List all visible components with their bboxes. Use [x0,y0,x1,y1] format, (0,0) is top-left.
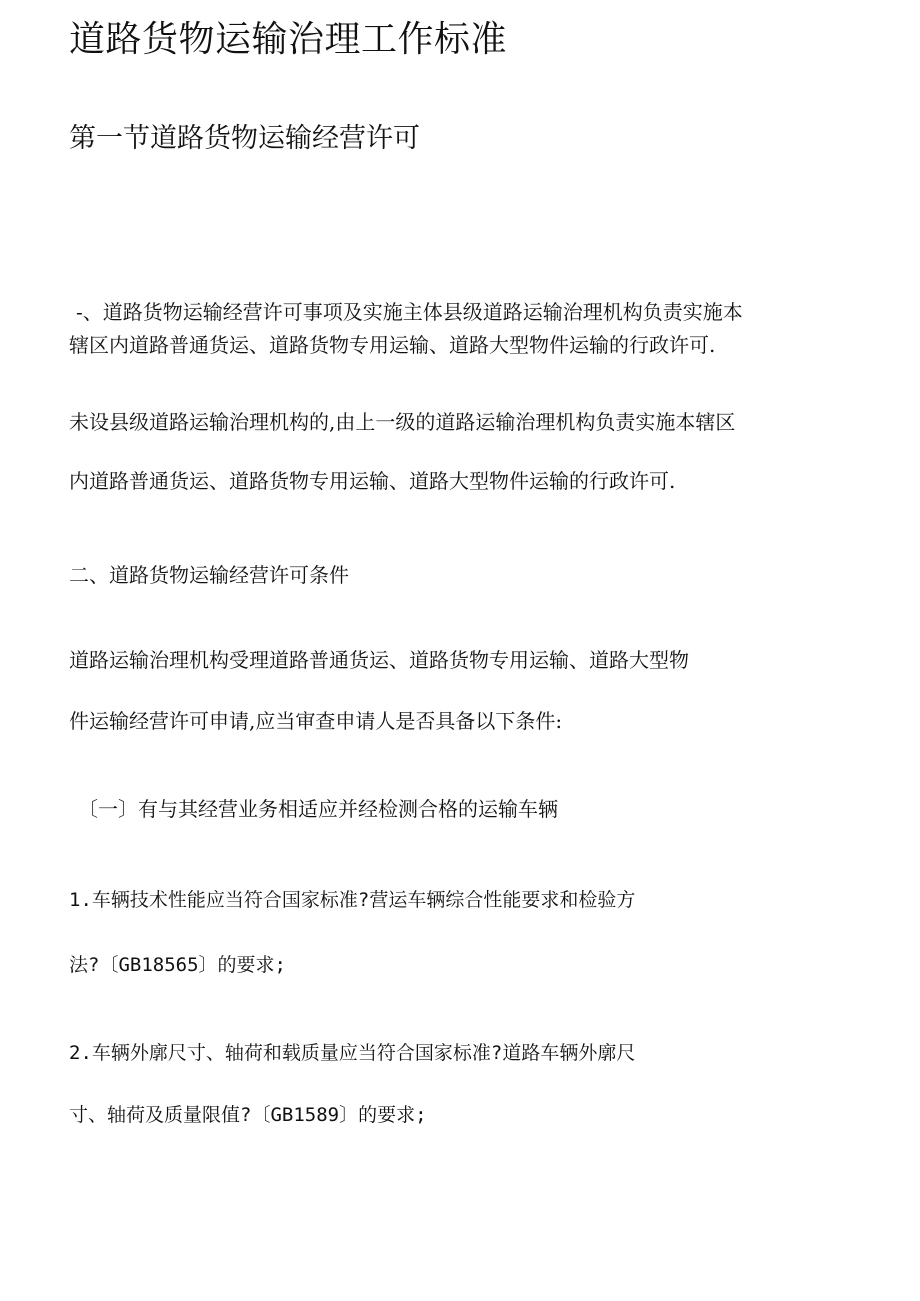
section-title: 第一节道路货物运输经营许可 [69,123,420,154]
paragraph-line: 未设县级道路运输治理机构的,由上一级的道路运输治理机构负责实施本辖区 [69,410,736,434]
paragraph-line: -、道路货物运输经营许可事项及实施主体县级道路运输治理机构负责实施本 [76,300,743,324]
list-item-continuation: 寸、轴荷及质量限值?〔GB1589〕的要求; [69,1104,427,1126]
paragraph-line: 内道路普通货运、道路货物专用运输、道路大型物件运输的行政许可. [69,469,676,493]
list-item-continuation: 法?〔GB18565〕的要求; [69,954,286,976]
paragraph-line: 辖区内道路普通货运、道路货物专用运输、道路大型物件运输的行政许可. [69,333,716,357]
document-title: 道路货物运输治理工作标准 [69,19,508,60]
paragraph-line: 件运输经营许可申请,应当审查申请人是否具备以下条件: [69,709,563,733]
list-item: 2.车辆外廓尺寸、轴荷和载质量应当符合国家标准?道路车辆外廓尺 [69,1042,636,1064]
paragraph-line: 道路运输治理机构受理道路普通货运、道路货物专用运输、道路大型物 [69,648,689,672]
list-heading: 〔一〕有与其经营业务相适应并经检测合格的运输车辆 [78,797,558,821]
list-item: 1.车辆技术性能应当符合国家标准?营运车辆综合性能要求和检验方 [69,889,636,911]
subheading: 二、道路货物运输经营许可条件 [69,563,349,587]
